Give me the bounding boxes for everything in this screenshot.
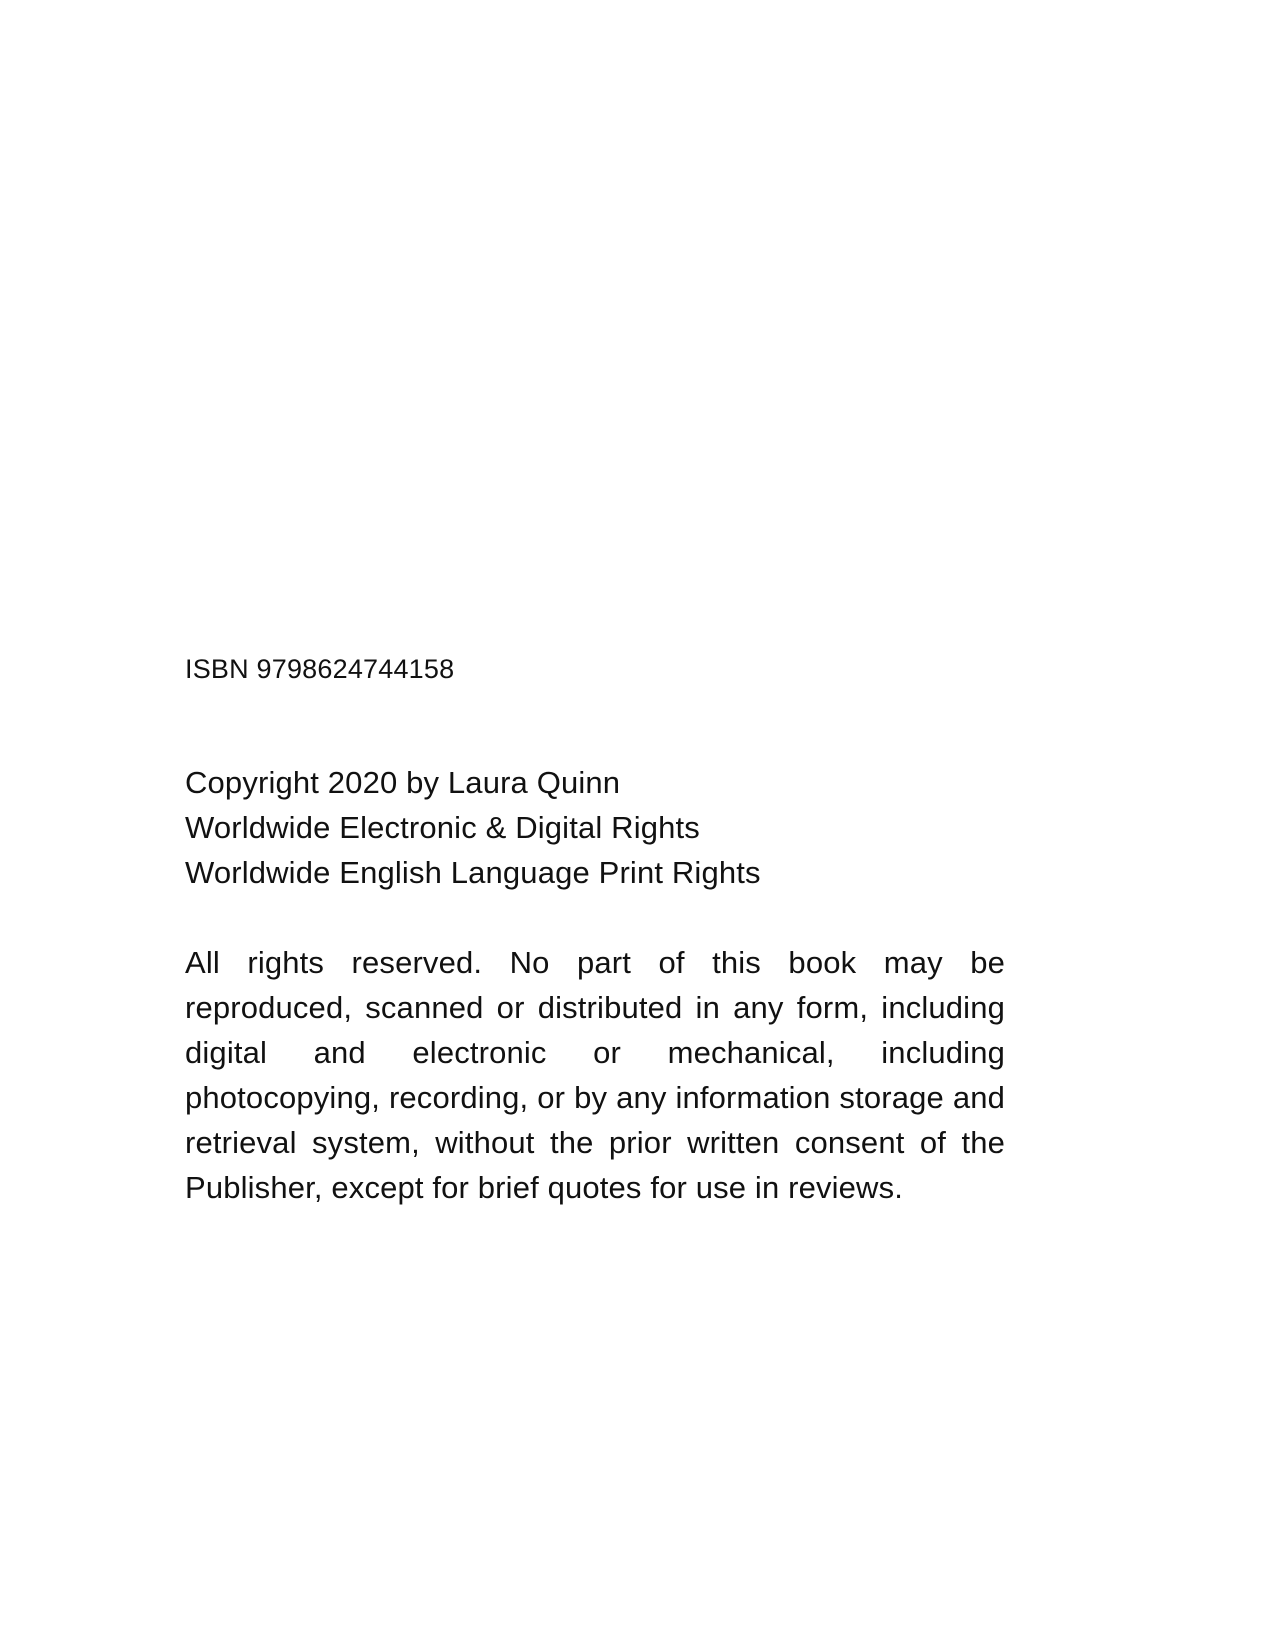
electronic-rights-line: Worldwide Electronic & Digital Rights xyxy=(185,810,700,845)
copyright-line: Copyright 2020 by Laura Quinn xyxy=(185,765,621,800)
isbn-line: ISBN 9798624744158 xyxy=(185,654,455,684)
rights-block xyxy=(185,760,761,895)
rights-reserved-notice: All rights reserved. No part of this book may be reproduced, scanned or distributed in any form, including digital and electronic or mechanical, including photocopying, recording, or by any information storage and retrieval system, without the prior written consent of the Publisher, except for brief quotes for use in reviews. xyxy=(185,945,1005,1205)
print-rights-line: Worldwide English Language Print Rights xyxy=(185,855,761,890)
